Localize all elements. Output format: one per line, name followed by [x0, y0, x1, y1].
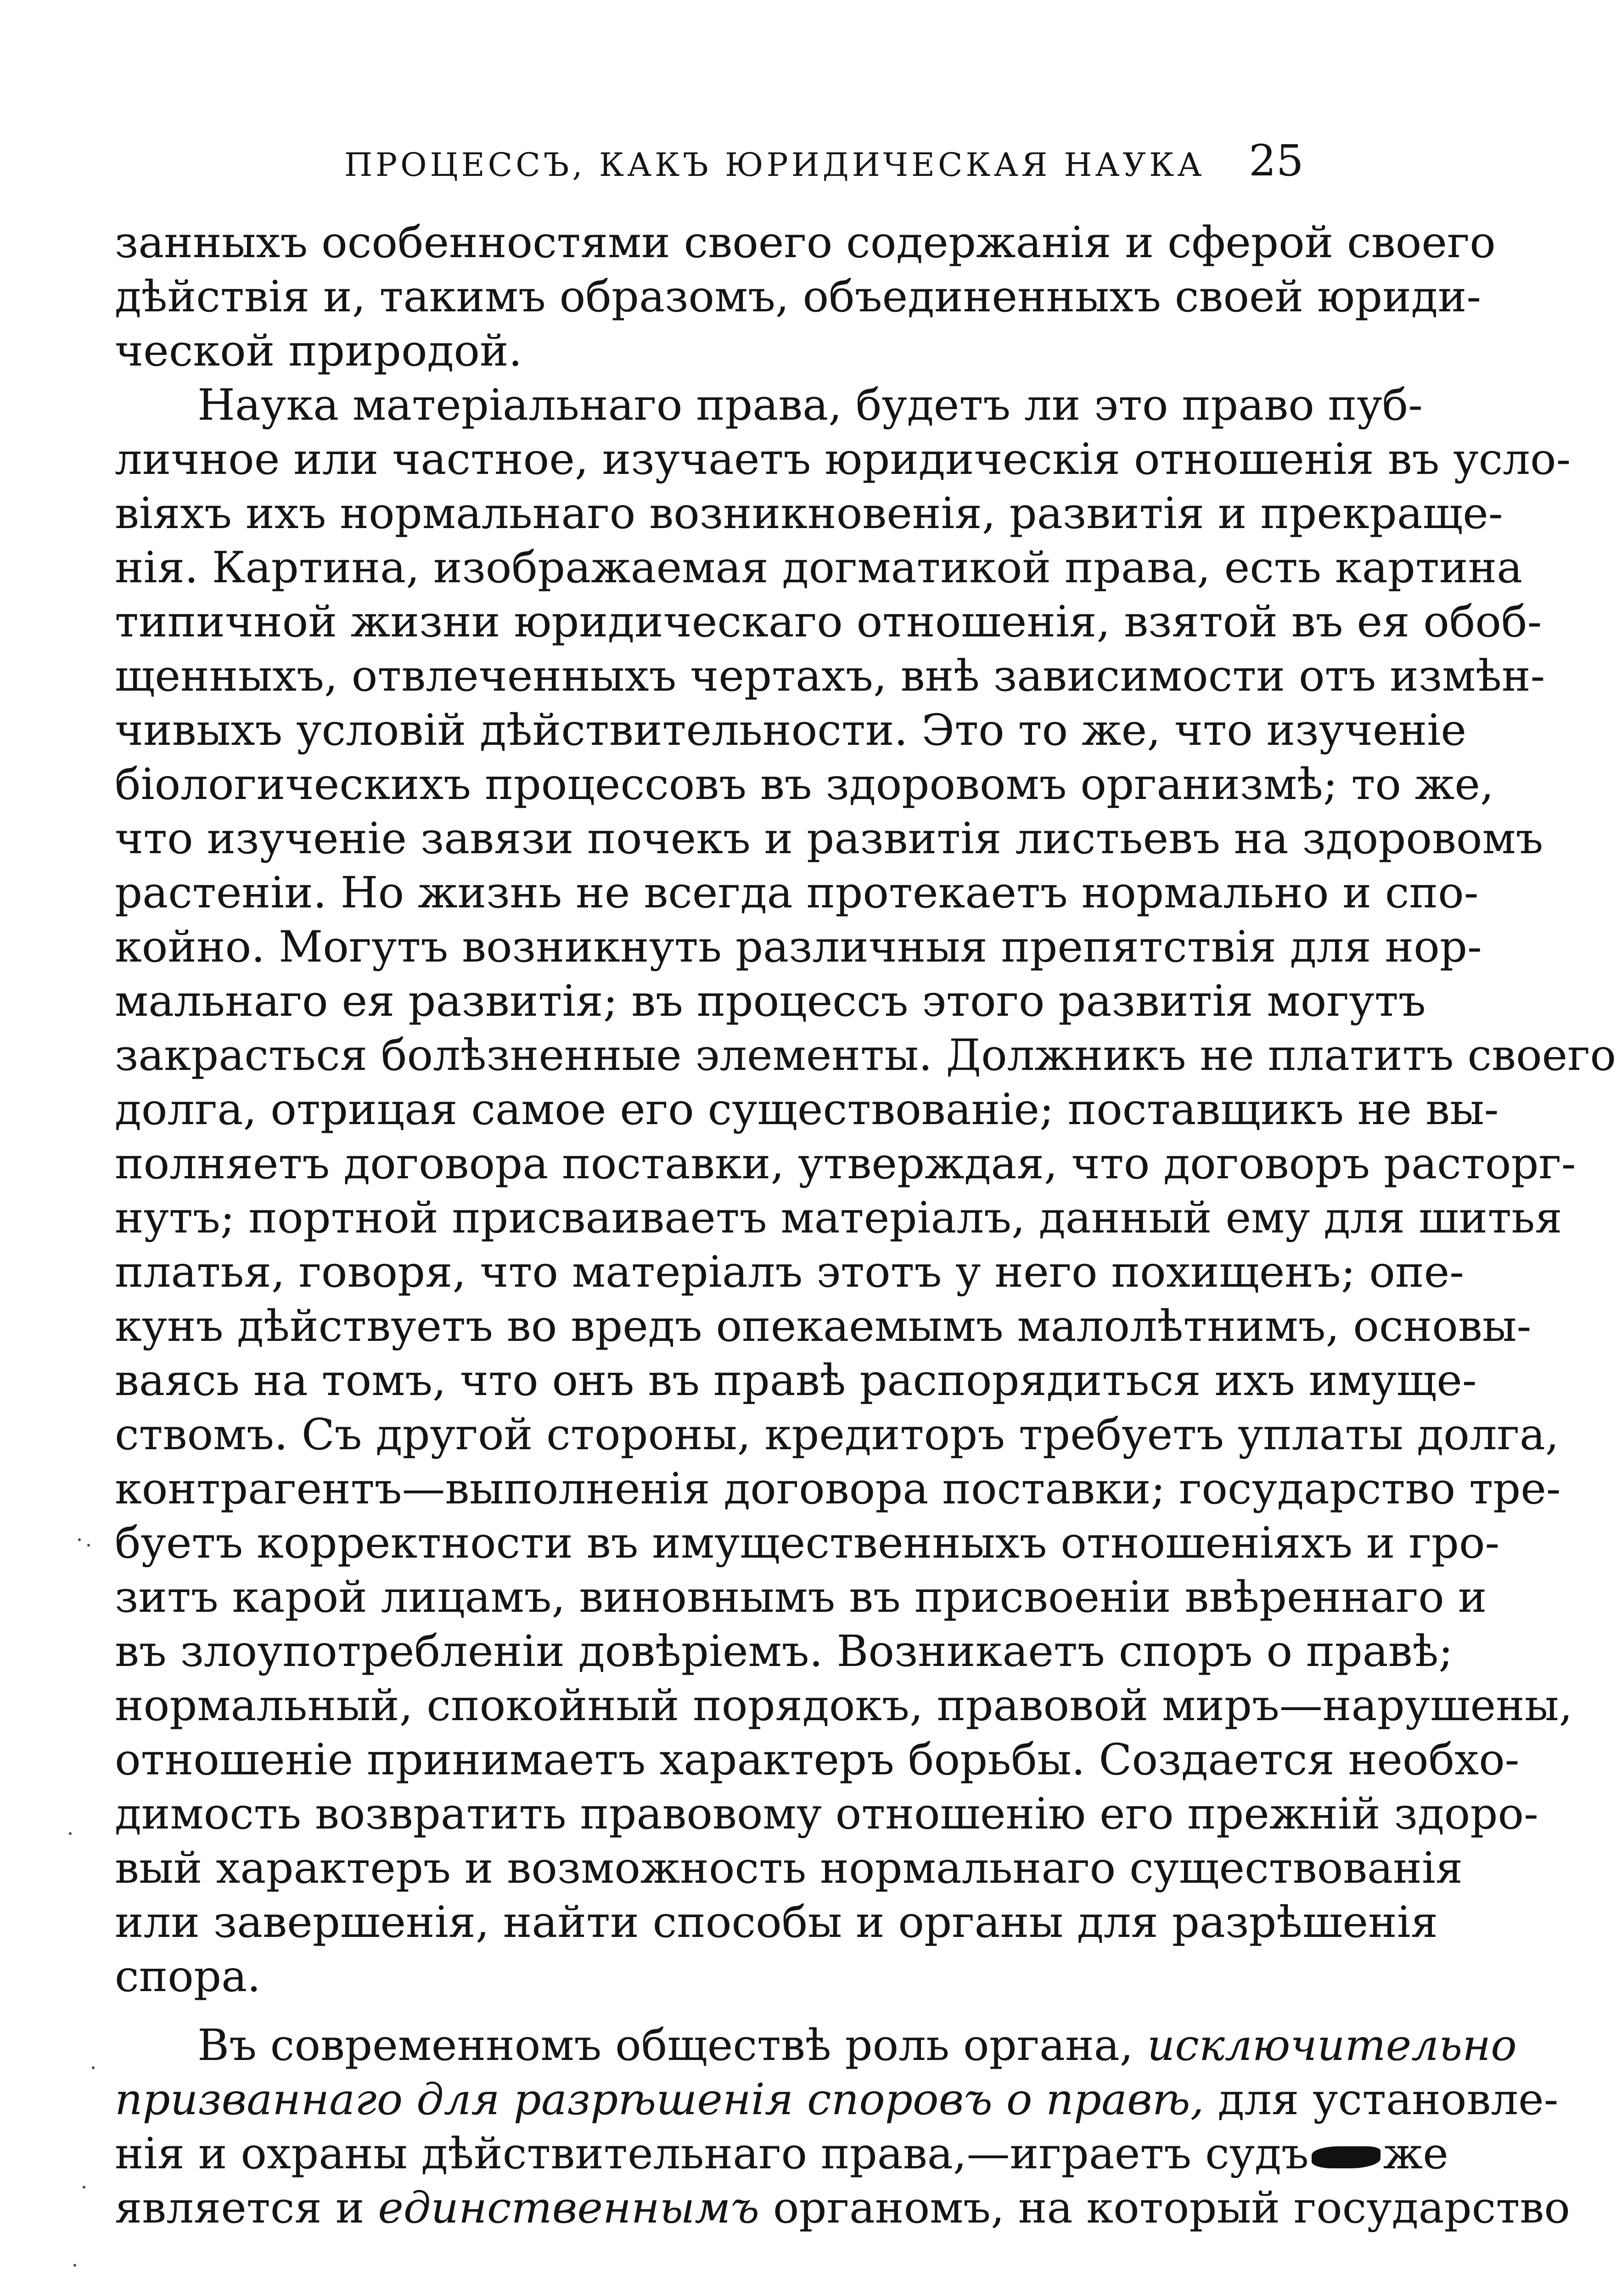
- text-line: [115, 2073, 1559, 2127]
- text-line: платья, говоря, что матеріалъ этотъ у него похищенъ; опе-: [115, 1247, 1464, 1297]
- emphasis-text: призваннаго для разрѣшенія споровъ о правѣ,: [115, 2075, 1204, 2125]
- text-span: Въ современномъ обществѣ роль органа,: [197, 2020, 1147, 2071]
- text-line: нія. Картина, изображаемая догматикой права, есть картина: [115, 543, 1523, 593]
- emphasis-text: единственнымъ: [378, 2183, 759, 2233]
- text-line: вый характеръ и возможность нормальнаго существованія: [115, 1843, 1463, 1893]
- text-line: Наука матеріальнаго права, будетъ ли это право пуб-: [197, 380, 1423, 430]
- text-span: является и: [115, 2183, 378, 2233]
- text-line: закрасться болѣзненные элементы. Должникъ не платитъ своего: [115, 1030, 1616, 1080]
- page-number: 25: [1249, 136, 1304, 186]
- text-line: мальнаго ея развитія; въ процессъ этого развитія могутъ: [115, 976, 1426, 1026]
- text-span: для установле-: [1204, 2075, 1559, 2125]
- scan-speck: [69, 1832, 72, 1835]
- text-line: димость возвратить правовому отношенію его прежній здоро-: [115, 1789, 1538, 1839]
- text-line: кунъ дѣйствуетъ во вредъ опекаемымъ малолѣтнимъ, основы-: [115, 1301, 1532, 1351]
- text-line: віяхъ ихъ нормальнаго возникновенія, развитія и прекраще-: [115, 489, 1503, 539]
- text-line: [115, 2181, 1570, 2235]
- emphasis-text: исключительно: [1147, 2020, 1517, 2071]
- scan-speck: [78, 1538, 81, 1541]
- text-line: нутъ; портной присваиваетъ матеріалъ, данный ему для шитья: [115, 1193, 1562, 1243]
- text-line: ческой природой.: [115, 326, 522, 376]
- text-line: [115, 2127, 1448, 2181]
- running-head: ПРОЦЕССЪ, КАКЪ ЮРИДИЧЕСКАЯ НАУКА: [344, 146, 1205, 184]
- scan-speck: [83, 2186, 85, 2189]
- text-line: чивыхъ условій дѣйствительности. Это то же, что изученіе: [115, 705, 1466, 755]
- text-line: ваясь на томъ, что онъ въ правѣ распорядиться ихъ имуще-: [115, 1356, 1477, 1406]
- scan-speck: [87, 1544, 90, 1547]
- text-line: спора.: [115, 1952, 261, 2002]
- text-line: полняетъ договора поставки, утверждая, что договоръ расторг-: [115, 1139, 1576, 1189]
- text-line: личное или частное, изучаетъ юридическія отношенія въ усло-: [115, 434, 1571, 484]
- text-line: долга, отрицая самое его существованіе; поставщикъ не вы-: [115, 1085, 1499, 1135]
- text-line: въ злоупотребленіи довѣріемъ. Возникаетъ споръ о правѣ;: [115, 1626, 1453, 1677]
- text-line: нормальный, спокойный порядокъ, правовой миръ—нарушены,: [115, 1681, 1573, 1731]
- text-line: контрагентъ—выполненія договора поставки; государство тре-: [115, 1464, 1561, 1514]
- ink-blot: [1312, 2146, 1380, 2168]
- text-line: буетъ корректности въ имущественныхъ отношеніяхъ и гро-: [115, 1518, 1500, 1568]
- text-line: щенныхъ, отвлеченныхъ чертахъ, внѣ зависимости отъ измѣн-: [115, 651, 1545, 701]
- text-line: или завершенія, найти способы и органы для разрѣшенія: [115, 1897, 1438, 1947]
- text-line: занныхъ особенностями своего содержанія и сферой своего: [115, 218, 1496, 268]
- text-line: [115, 2019, 1517, 2073]
- text-span: же: [1383, 2129, 1448, 2179]
- scan-speck: [73, 2264, 76, 2267]
- text-line: дѣйствія и, такимъ образомъ, объединенныхъ своей юриди-: [115, 272, 1481, 322]
- body-text: [115, 216, 1616, 2235]
- text-span: органомъ, на который государство: [759, 2183, 1570, 2233]
- text-line: что изученіе завязи почекъ и развитія листьевъ на здоровомъ: [115, 814, 1543, 864]
- text-line: зитъ карой лицамъ, виновнымъ въ присвоеніи ввѣреннаго и: [115, 1572, 1487, 1622]
- text-span: нія и охраны дѣйствительнаго права,—играетъ судъ: [115, 2129, 1309, 2179]
- text-line: біологическихъ процессовъ въ здоровомъ организмѣ; то же,: [115, 760, 1494, 810]
- text-line: типичной жизни юридическаго отношенія, взятой въ ея обоб-: [115, 597, 1542, 647]
- scan-speck: [92, 2066, 95, 2069]
- text-line: растеніи. Но жизнь не всегда протекаетъ нормально и спо-: [115, 868, 1479, 918]
- text-line: ствомъ. Съ другой стороны, кредиторъ требуетъ уплаты долга,: [115, 1410, 1559, 1460]
- text-line: койно. Могутъ возникнуть различныя препятствія для нор-: [115, 922, 1482, 972]
- text-line: отношеніе принимаетъ характеръ борьбы. Создается необхо-: [115, 1735, 1520, 1785]
